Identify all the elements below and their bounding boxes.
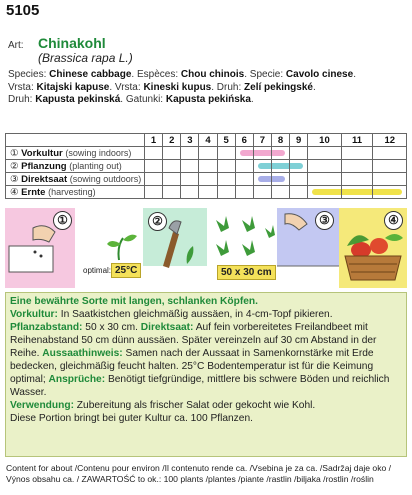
- month-cell: [290, 160, 308, 173]
- stage-english: (planting out): [69, 160, 122, 171]
- plant-name: Chinakohl: [38, 35, 106, 51]
- sowing-calendar: [5, 133, 407, 199]
- stage-number: ③: [10, 173, 19, 185]
- stage-english: (sowing outdoors): [69, 173, 142, 184]
- month-cell: [145, 173, 163, 186]
- period-bar: [254, 150, 271, 156]
- period-bar: [312, 189, 340, 195]
- month-10: 10: [308, 134, 341, 147]
- calendar-corner: [6, 134, 145, 147]
- month-cell: [145, 160, 163, 173]
- period-bar: [272, 163, 289, 169]
- month-cell: [271, 186, 289, 199]
- art-label: Art:: [8, 40, 24, 51]
- period-bar: [272, 150, 285, 156]
- stage-name: Ernte: [21, 186, 46, 198]
- month-2: 2: [163, 134, 181, 147]
- month-cell: [199, 173, 217, 186]
- month-cell: [341, 160, 373, 173]
- stage-number: ④: [10, 186, 19, 198]
- month-cell: [290, 147, 308, 160]
- month-9: 9: [290, 134, 308, 147]
- calendar-row-2: [6, 160, 407, 173]
- month-cell: [271, 160, 289, 173]
- month-cell: [290, 186, 308, 199]
- period-bar: [342, 189, 373, 195]
- calendar-row-4: [6, 186, 407, 199]
- intro-text: Eine bewährte Sorte mit langen, schlanken Köpfen.: [10, 296, 258, 307]
- species-translations: [8, 69, 406, 107]
- period-bar: [240, 150, 253, 156]
- panel-sowing-indoors: [5, 208, 75, 288]
- month-12: 12: [373, 134, 407, 147]
- period-bar: [272, 176, 285, 182]
- stage-label: [6, 186, 145, 199]
- badge-3: ③: [315, 211, 334, 230]
- species-line-3: Druh: Kapusta pekinská. Gatunki: Kapusta pekińska.: [8, 94, 254, 105]
- month-cell: [308, 160, 341, 173]
- month-cell: [253, 173, 271, 186]
- calendar-row-1: [6, 147, 407, 160]
- stage-name: Pflanzung: [21, 160, 67, 172]
- month-cell: [373, 160, 407, 173]
- month-cell: [163, 147, 181, 160]
- stage-number: ②: [10, 160, 19, 172]
- product-code: 5105: [6, 2, 40, 19]
- month-cell: [163, 186, 181, 199]
- verwendung-text: Zubereitung als frischer Salat oder gekocht wie Kohl.: [73, 400, 316, 411]
- month-cell: [181, 173, 199, 186]
- month-cell: [199, 186, 217, 199]
- month-cell: [235, 160, 253, 173]
- month-cell: [290, 173, 308, 186]
- aussaathinweis-text: Samen nach der Aussaat in Samenkornstärke mit Erde bedecken, gleichmäßig feucht halten. 25°C Bodentemperatur ist für die Keimung optimal;: [10, 348, 374, 385]
- month-cell: [235, 147, 253, 160]
- month-cell: [235, 186, 253, 199]
- month-cell: [308, 173, 341, 186]
- instruction-pictures: [5, 208, 407, 288]
- month-cell: [217, 186, 235, 199]
- latin-name: (Brassica rapa L.): [38, 51, 133, 65]
- spacing-badge: 50 x 30 cm: [217, 265, 276, 280]
- direktsaat-text: Auf fein vorbereitetes Freilandbeet mit Reihenabstand 50 cm dünn aussäen. Später vereinzeln auf 30 cm Abstand in der Reihe.: [10, 322, 377, 359]
- panel-planting-out: [143, 208, 207, 288]
- vorkultur-heading: Vorkultur:: [10, 309, 58, 320]
- stage-label: [6, 160, 145, 173]
- period-bar: [258, 176, 271, 182]
- seedling-icon: [75, 208, 143, 263]
- species-line-2: Vrsta: Kitajski kapuse. Vrsta: Kineski kupus. Druh: Zelí pekingské.: [8, 81, 316, 93]
- badge-2: ②: [148, 212, 167, 231]
- month-cell: [271, 147, 289, 160]
- month-cell: [373, 147, 407, 160]
- stage-name: Vorkultur: [21, 147, 63, 159]
- month-cell: [181, 147, 199, 160]
- month-cell: [308, 186, 341, 199]
- month-cell: [373, 186, 407, 199]
- ansprueche-text: Benötigt tiefgründige, mittlere bis schwere Böden und reichlich Wasser.: [10, 374, 390, 398]
- month-cell: [199, 147, 217, 160]
- month-cell: [181, 186, 199, 199]
- month-cell: [217, 160, 235, 173]
- badge-4: ④: [384, 211, 403, 230]
- month-cell: [341, 147, 373, 160]
- month-cell: [271, 173, 289, 186]
- stage-label: [6, 147, 145, 160]
- month-cell: [217, 147, 235, 160]
- species-line-1: Species: Chinese cabbage. Espèces: Chou chinois. Specie: Cavolo cinese.: [8, 69, 356, 80]
- month-cell: [163, 160, 181, 173]
- badge-1: ①: [53, 211, 72, 230]
- verwendung-heading: Verwendung:: [10, 400, 74, 411]
- month-cell: [253, 147, 271, 160]
- calendar-row-3: [6, 173, 407, 186]
- stage-name: Direktsaat: [21, 173, 68, 185]
- growing-instructions: [5, 292, 407, 457]
- month-1: 1: [145, 134, 163, 147]
- month-5: 5: [217, 134, 235, 147]
- month-cell: [163, 173, 181, 186]
- plant-rows-illustration: [207, 208, 277, 263]
- panel-direct-sowing: [277, 208, 339, 288]
- month-cell: [341, 186, 373, 199]
- pflanzabstand-text: 50 x 30 cm.: [82, 322, 141, 333]
- footer-line-1: Content for about /Contenu pour environ /Il contenuto rende ca. /Vsebina je za ca. /Sadržaj daje oko /: [6, 463, 392, 473]
- period-bar: [258, 163, 271, 169]
- temperature-badge: 25°C: [111, 263, 141, 278]
- month-4: 4: [199, 134, 217, 147]
- pflanzabstand-heading: Pflanzabstand:: [10, 322, 83, 333]
- month-cell: [235, 173, 253, 186]
- month-cell: [341, 173, 373, 186]
- stage-english: (harvesting): [48, 186, 96, 197]
- month-cell: [145, 186, 163, 199]
- month-11: 11: [341, 134, 373, 147]
- month-cell: [181, 160, 199, 173]
- month-cell: [217, 173, 235, 186]
- period-bar: [290, 163, 303, 169]
- portion-text: Diese Portion bringt bei guter Kultur ca. 100 Pflanzen.: [10, 413, 253, 424]
- direktsaat-heading: Direktsaat:: [140, 322, 194, 333]
- optimal-label: optimal:: [83, 266, 112, 275]
- period-bar: [373, 189, 402, 195]
- vorkultur-text: In Saatkistchen gleichmäßig aussäen, in 4-cm-Topf pikieren.: [57, 309, 333, 320]
- month-cell: [373, 173, 407, 186]
- panel-harvest: [339, 208, 407, 288]
- month-cell: [199, 160, 217, 173]
- month-cell: [308, 147, 341, 160]
- month-6: 6: [235, 134, 253, 147]
- stage-number: ①: [10, 147, 19, 159]
- ansprueche-heading: Ansprüche:: [48, 374, 106, 385]
- month-cell: [253, 160, 271, 173]
- month-3: 3: [181, 134, 199, 147]
- month-cell: [145, 147, 163, 160]
- stage-label: [6, 173, 145, 186]
- footer-line-2: Výnos obsahu ca. / ZAWARTOŚĆ to ok.: 100 plants /plantes /piante /rastlin /biljaka /rostlin /roślin: [6, 474, 374, 484]
- aussaathinweis-heading: Aussaathinweis:: [42, 348, 123, 359]
- content-footer: [6, 463, 408, 485]
- stage-english: (sowing indoors): [65, 147, 132, 158]
- month-7: 7: [253, 134, 271, 147]
- calendar-header-row: [6, 134, 407, 147]
- month-cell: [253, 186, 271, 199]
- month-8: 8: [271, 134, 289, 147]
